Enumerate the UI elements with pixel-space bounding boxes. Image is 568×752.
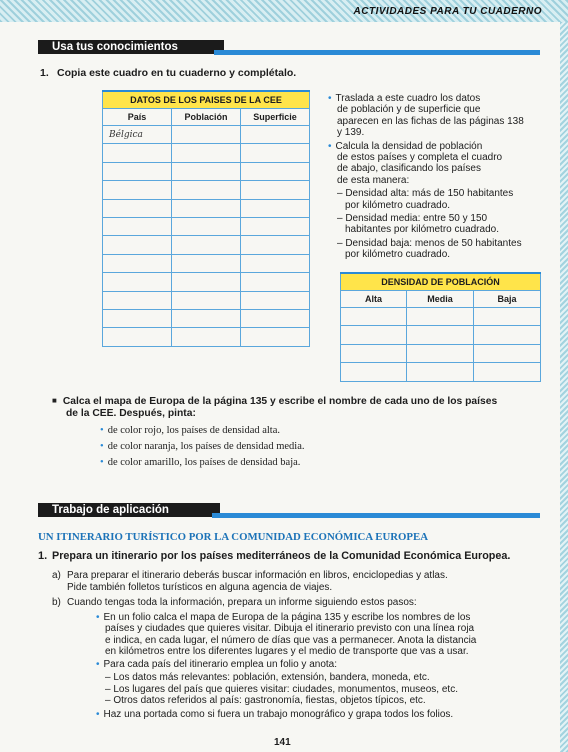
table-cell — [474, 344, 541, 362]
instruction-line: • Traslada a este cuadro los datos — [328, 93, 543, 104]
b-bullet-line: en kilómetros entre los diferentes lugares y el medio de transporte que vas a usar. — [105, 645, 469, 657]
table-row — [103, 162, 310, 180]
instruction-line: • Calcula la densidad de población — [328, 141, 543, 152]
density-line: habitantes por kilómetro cuadrado. — [345, 224, 499, 236]
density-level — [328, 213, 543, 236]
density-line: – Densidad media: entre 50 y 150 — [337, 213, 488, 225]
a-label: a) — [52, 570, 61, 581]
table-cell — [172, 199, 241, 217]
table-cell — [241, 126, 310, 144]
table-cell — [407, 326, 474, 344]
b-bullets — [96, 612, 526, 721]
table-row — [103, 236, 310, 254]
table-cell — [172, 254, 241, 272]
table-row — [103, 199, 310, 217]
table-cell — [241, 162, 310, 180]
density-line: – Densidad baja: menos de 50 habitantes — [337, 237, 522, 249]
section-rule — [212, 513, 540, 518]
table-cell — [407, 363, 474, 381]
table-row — [103, 328, 310, 346]
table-cell — [241, 273, 310, 291]
b-bullet-line: • En un folio calca el mapa de Europa de la página 135 y escribe los nombres de los — [96, 612, 526, 623]
table-cell — [241, 181, 310, 199]
table-cell — [241, 199, 310, 217]
table-cell — [341, 363, 407, 381]
item1-number: 1. — [40, 67, 49, 79]
density-line: por kilómetro cuadrado. — [345, 199, 451, 211]
table-densidad — [340, 272, 541, 382]
a-line: Para preparar el itinerario deberás buscar información en libros, enciclopedias y atlas. — [67, 570, 448, 581]
instruction-line: de abajo, clasificando los países — [337, 163, 481, 175]
instruction-line: aparecen en las fichas de las páginas 138 — [337, 115, 524, 127]
table-cell — [241, 291, 310, 309]
table-cell — [172, 217, 241, 235]
table-cell — [103, 199, 172, 217]
table-cell — [407, 344, 474, 362]
b-label: b) — [52, 597, 61, 608]
header-band — [0, 0, 568, 22]
b-bullet-line: e indica, en cada lugar, el número de días que vas a permanecer. Anota la distancia — [105, 634, 477, 646]
table-cell — [407, 308, 474, 326]
density-line: por kilómetro cuadrado. — [345, 249, 451, 261]
table-row — [341, 363, 541, 381]
instruction-bullet — [328, 141, 543, 187]
table-cell — [172, 328, 241, 346]
table-cell — [103, 254, 172, 272]
sub-item: – Los datos más relevantes: población, extensión, bandera, moneda, etc. — [105, 672, 430, 684]
table-row — [103, 309, 310, 327]
instruction-line: de esta manera: — [337, 174, 410, 186]
b-bullet-line: países y ciudades que quieres visitar. Dibuja el itinerario previsto con una línea roja — [105, 623, 475, 635]
item1-text: Copia este cuadro en tu cuaderno y complétalo. — [57, 67, 297, 79]
table-cell — [474, 326, 541, 344]
header-title: ACTIVIDADES PARA TU CUADERNO — [353, 6, 542, 17]
table-row — [341, 308, 541, 326]
table-row — [103, 254, 310, 272]
table-cell — [103, 309, 172, 327]
instructions — [328, 93, 543, 263]
table-cell — [241, 328, 310, 346]
table-cell — [241, 309, 310, 327]
column-header: Población — [172, 109, 241, 126]
table-cell — [341, 308, 407, 326]
table-cell — [172, 144, 241, 162]
table-cell — [241, 217, 310, 235]
a-line: Pide también folletos turísticos en alguna agencia de viajes. — [67, 581, 333, 593]
section-title-trabajo: Trabajo de aplicación — [38, 503, 220, 517]
instruction-bullet — [328, 93, 543, 139]
table-cell — [172, 273, 241, 291]
table-cell — [241, 254, 310, 272]
table-row — [103, 181, 310, 199]
table-cell — [103, 273, 172, 291]
page-number: 141 — [274, 737, 291, 748]
section-title-conocimientos: Usa tus conocimientos — [38, 40, 224, 54]
b-text: Cuando tengas toda la información, prepara un informe siguiendo estos pasos: — [67, 597, 417, 608]
color-bullet: • de color naranja, los países de densidad media. — [100, 439, 305, 455]
b-bullet — [96, 612, 526, 657]
table-cell — [172, 309, 241, 327]
item2-line2: de la CEE. Después, pinta: — [66, 407, 196, 419]
color-bullet: • de color amarillo, los países de densidad baja. — [100, 455, 305, 471]
item2-bullets — [100, 423, 305, 472]
a-text — [67, 570, 448, 593]
table-cell — [172, 291, 241, 309]
table-cell — [172, 126, 241, 144]
table-cell — [341, 344, 407, 362]
table-cell — [172, 181, 241, 199]
section-rule — [214, 50, 540, 55]
q1-text: Prepara un itinerario por los países mediterráneos de la Comunidad Económica Europea. — [52, 550, 511, 562]
table-datos-paises — [102, 90, 310, 347]
column-header: País — [103, 109, 172, 126]
table-row — [103, 126, 310, 144]
table-cell — [172, 236, 241, 254]
density-level — [328, 188, 543, 211]
table-row — [103, 144, 310, 162]
instruction-line: de estos países y completa el cuadro — [337, 152, 503, 164]
q1-number: 1. — [38, 550, 48, 562]
item2-text — [52, 396, 497, 419]
table-cell — [474, 363, 541, 381]
table1-title: DATOS DE LOS PAISES DE LA CEE — [103, 91, 310, 109]
column-header: Alta — [341, 291, 407, 308]
table-cell — [103, 328, 172, 346]
column-header: Baja — [474, 291, 541, 308]
table-row — [103, 273, 310, 291]
table-row — [341, 344, 541, 362]
table-cell — [474, 308, 541, 326]
table-cell — [103, 236, 172, 254]
density-line: – Densidad alta: más de 150 habitantes — [337, 188, 514, 200]
color-bullet: • de color rojo, los países de densidad alta. — [100, 423, 305, 439]
b-bullet-line: • Para cada país del itinerario emplea un folio y anota: — [96, 659, 526, 670]
table-cell — [341, 326, 407, 344]
table-cell — [103, 217, 172, 235]
b-bullet — [96, 659, 526, 670]
item2-line1: ■ Calca el mapa de Europa de la página 135 y escribe el nombre de cada uno de los países — [52, 396, 497, 408]
table-cell — [103, 144, 172, 162]
table-cell: Bélgica — [103, 126, 172, 144]
subtitle: UN ITINERARIO TURÍSTICO POR LA COMUNIDAD ECONÓMICA EUROPEA — [38, 531, 429, 543]
instruction-line: y 139. — [337, 127, 365, 139]
table-cell — [103, 162, 172, 180]
table-row — [103, 217, 310, 235]
instruction-line: de población y de superficie que — [337, 104, 481, 116]
table-row — [341, 326, 541, 344]
table-cell — [172, 162, 241, 180]
decorative-edge — [560, 22, 568, 752]
table-cell — [103, 181, 172, 199]
sub-item: – Los lugares del país que quieres visitar: ciudades, monumentos, museos, etc. — [105, 683, 458, 695]
density-level — [328, 238, 543, 261]
sub-item: – Otros datos referidos al país: gastronomía, fiestas, objetos típicos, etc. — [105, 695, 426, 707]
column-header: Media — [407, 291, 474, 308]
table-cell — [103, 291, 172, 309]
table2-title: DENSIDAD DE POBLACIÓN — [341, 273, 541, 291]
column-header: Superficie — [241, 109, 310, 126]
last-bullet: • Haz una portada como si fuera un trabajo monográfico y grapa todos los folios. — [96, 709, 526, 720]
table-cell — [241, 144, 310, 162]
table-row — [103, 291, 310, 309]
table-cell — [241, 236, 310, 254]
